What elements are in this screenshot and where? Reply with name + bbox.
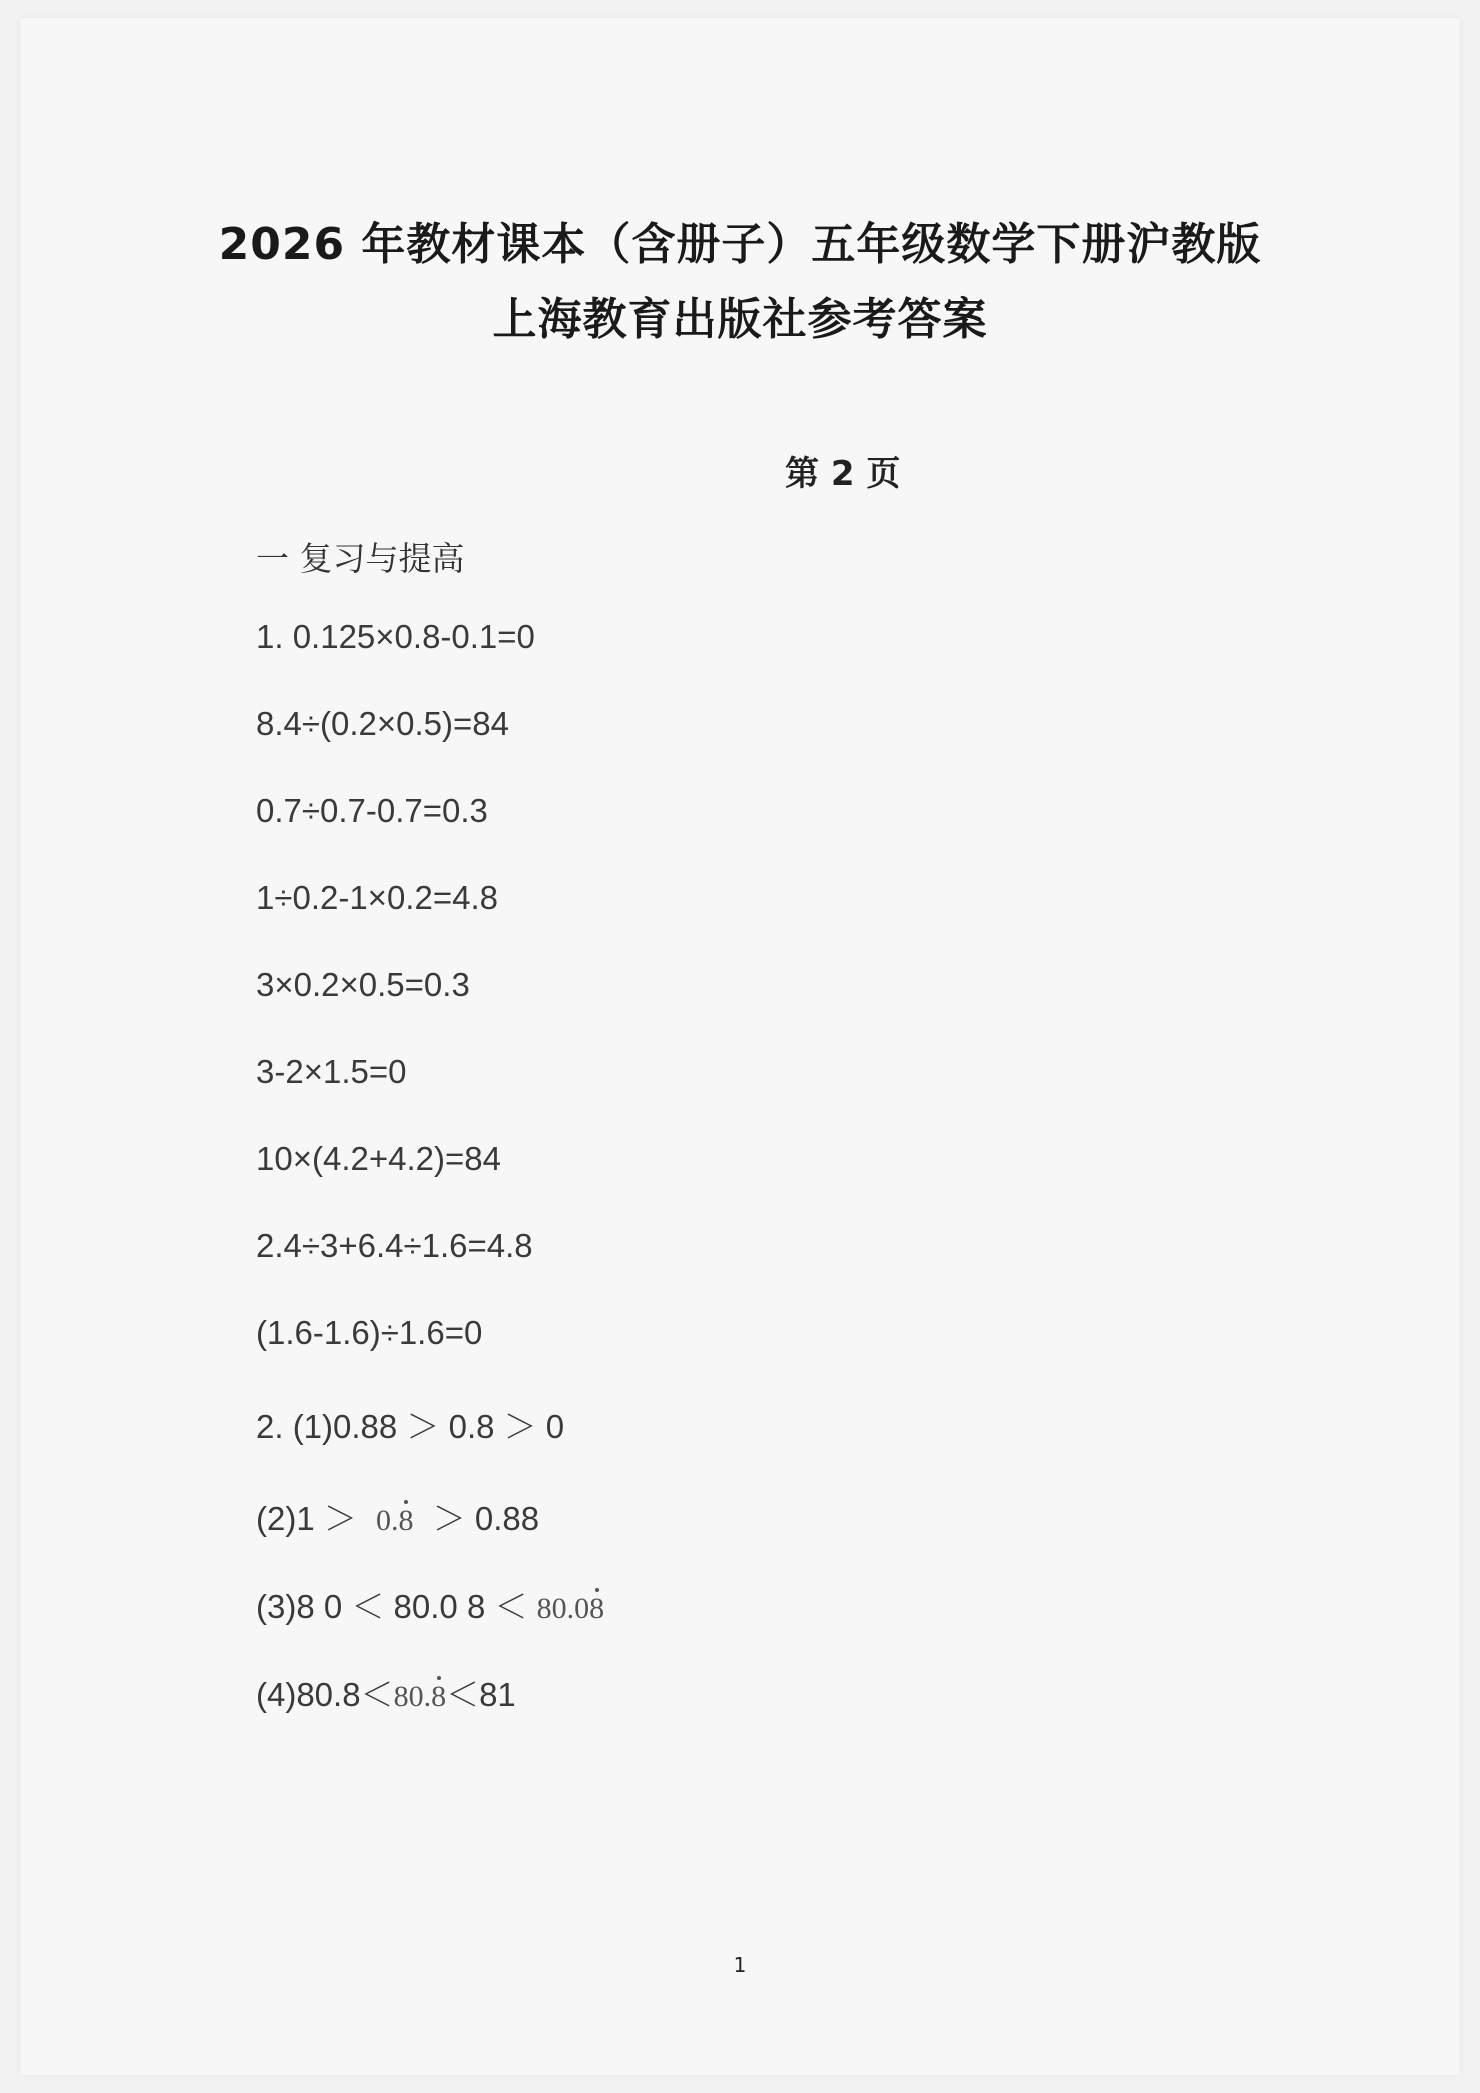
- document-page: [20, 18, 1460, 2075]
- repeating-decimal-main: 80.0: [536, 1592, 590, 1625]
- compare-line-3: [256, 1581, 604, 1628]
- compare-suffix: ＜81: [446, 1676, 516, 1713]
- page-label: 第 2 页: [785, 454, 901, 494]
- compare-prefix: (3)8 0 ＜ 80.0 8 ＜: [256, 1588, 528, 1625]
- section-heading: 一 复习与提高: [256, 539, 465, 578]
- answer-line: 8.4÷(0.2×0.5)=84: [256, 705, 509, 742]
- answer-line: 10×(4.2+4.2)=84: [256, 1140, 501, 1177]
- document-title-line1: 2026 年教材课本（含册子）五年级数学下册沪教版: [218, 219, 1262, 270]
- repeating-decimal: [537, 1592, 605, 1626]
- repeating-digit: 8: [398, 1504, 414, 1537]
- repeating-digit: 8: [431, 1680, 447, 1713]
- repeating-decimal: [376, 1504, 414, 1538]
- page-number: 1: [733, 1953, 747, 1977]
- compare-line-4: [256, 1669, 516, 1716]
- answer-line: 3×0.2×0.5=0.3: [256, 966, 470, 1003]
- repeating-decimal-main: 0.: [376, 1504, 399, 1537]
- answer-line: 2.4÷3+6.4÷1.6=4.8: [256, 1227, 533, 1264]
- document-title-line2: 上海教育出版社参考答案: [492, 294, 988, 345]
- compare-prefix: (2)1 ＞: [256, 1500, 367, 1537]
- compare-suffix: ＞ 0.88: [432, 1500, 540, 1537]
- answer-line: (1.6-1.6)÷1.6=0: [256, 1314, 483, 1351]
- repeating-decimal-main: 80.: [393, 1680, 432, 1713]
- compare-prefix: (4)80.8＜: [256, 1676, 394, 1713]
- repeating-decimal: [394, 1680, 447, 1714]
- answer-line: 1. 0.125×0.8-0.1=0: [256, 618, 535, 655]
- repeating-digit: 8: [589, 1592, 605, 1625]
- answer-line: 0.7÷0.7-0.7=0.3: [256, 792, 488, 829]
- answer-line: 3-2×1.5=0: [256, 1053, 407, 1090]
- answer-line: 2. (1)0.88 ＞ 0.8 ＞ 0: [256, 1408, 565, 1445]
- answer-line: 1÷0.2-1×0.2=4.8: [256, 879, 498, 916]
- compare-line-2: [256, 1493, 539, 1540]
